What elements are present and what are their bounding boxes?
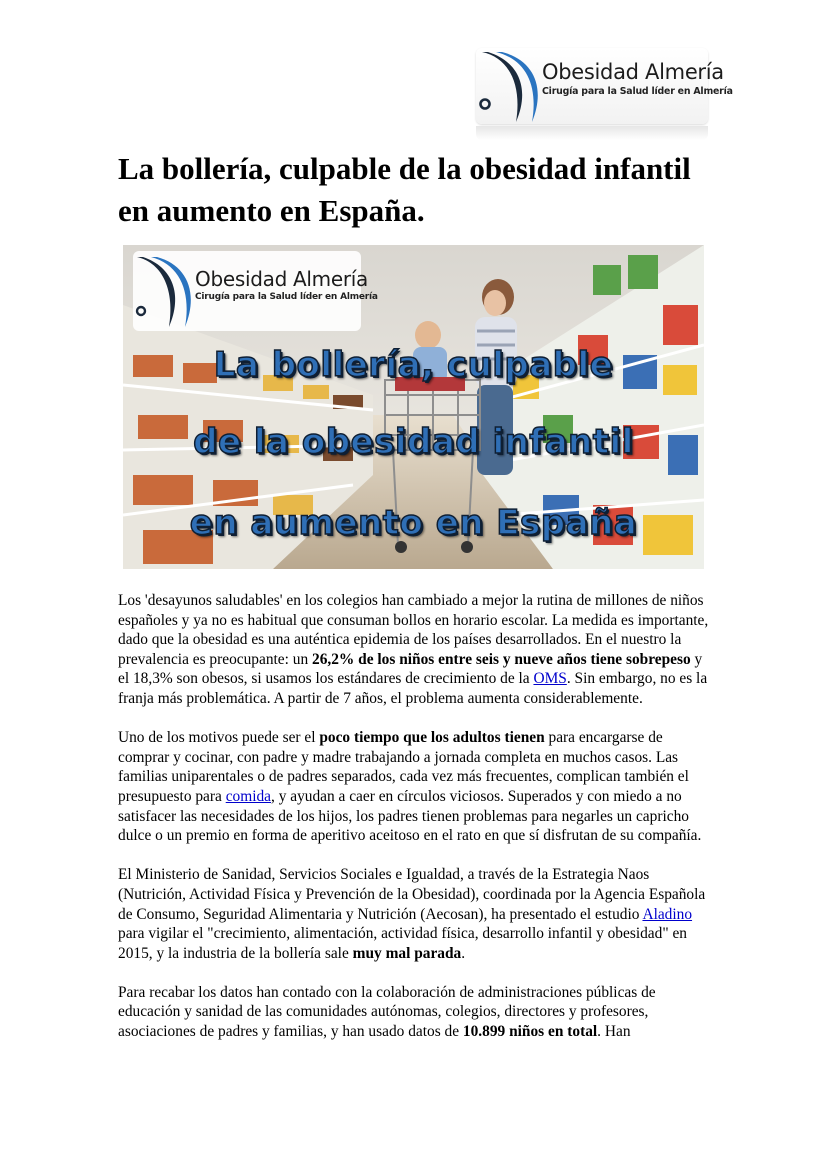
hero-logo-brand: Obesidad Almería [195,267,368,291]
p1-text-1: Los 'desayunos saludables' en los colegios han cambiado a mejor la rutina de millones de niños españoles y ya no es habitual que consuman bollos en horario escolar. La medida es importante, dado que la obesidad es una auténtica epidemia de los países desarrollados. En el nuestro la prevalencia es preocupante: un [118,592,709,668]
p2-bold-1: poco tiempo que los adultos tienen [319,729,545,747]
p1-text-2: y el 18,3% son obesos, si usamos los estándares de crecimiento de la [118,650,703,688]
hero-logo [133,251,378,331]
p1-bold-1: 26,2% de los niños entre seis y nueve años tiene sobrepeso [312,650,691,668]
article-title: La bollería, culpable de la obesidad infantil en aumento en España. [118,151,691,228]
hero-logo-tagline: Cirugía para la Salud líder en Almería [195,292,378,302]
article-paragraph-4 [118,983,710,1042]
p2-text-2: para encargarse de comprar y cocinar, con padre y madre trabajando a jornada completa en muchos casos. Las familias uniparentales o de padres separados, cada vez más frecuentes, complican también el presupuesto para [118,729,689,805]
logo-reflection [476,126,708,140]
logo-tagline: Cirugía para la Salud líder en Almería [542,86,733,97]
hero-overlay-line-3: en aumento en España [189,503,638,543]
p3-bold-1: muy mal parada [352,944,462,962]
p3-text-1: El Ministerio de Sanidad, Servicios Sociales e Igualdad, a través de la Estrategia Naos (Nutrición, Actividad Física y Prevención de la Obesidad), coordinada por la Agencia Española de Consumo, Seguridad Alimentaria y Nutrición (Aecosan), ha presentado el estudio [118,866,706,923]
hero-overlay-line-1: La bollería, culpable [213,345,614,385]
oms-link[interactable]: OMS [533,670,567,688]
hero-overlay-line-2: de la obesidad infantil [193,422,634,462]
p4-text-2: . Han [597,1023,631,1041]
logo-brand-name: Obesidad Almería [542,60,724,84]
article-body [118,591,710,1061]
p1-text-3: . Sin embargo, no es la franja más problemática. A partir de 7 años, el problema aumenta considerablemente. [118,670,708,707]
site-logo[interactable] [476,48,733,138]
p2-text-1: Uno de los motivos puede ser el [118,729,320,747]
p4-text-1: Para recabar los datos han contado con la colaboración de administraciones públicas de educación y sanidad de las comunidades autónomas, colegios, directores y profesores, asociaciones de padres y familias, y han usado datos de [118,983,656,1041]
p3-text-2: para vigilar el "crecimiento, alimentación, actividad física, desarrollo infantil y obesidad" en 2015, y la industria de la bollería sale [118,925,687,962]
article-paragraph-3 [118,865,710,963]
p4-bold-1: 10.899 niños en total [462,1023,598,1041]
aladino-link[interactable]: Aladino [642,905,693,923]
article-paragraph-1 [118,591,710,709]
p3-text-3: . [461,944,466,962]
hero-image [123,245,704,569]
p2-text-3: , y ayudan a caer en círculos viciosos. Superados y con miedo a no satisfacer las necesidades de los hijos, los padres tienen problemas para negarles un capricho dulce o un premio en forma de aperitivo aceitoso en el rato en que sí disfrutan de su compañía. [118,787,702,845]
article-paragraph-2 [118,728,710,846]
hero-logo-swoosh-icon [133,251,197,331]
comida-link[interactable]: comida [225,787,272,805]
logo-swoosh-icon [476,48,546,126]
